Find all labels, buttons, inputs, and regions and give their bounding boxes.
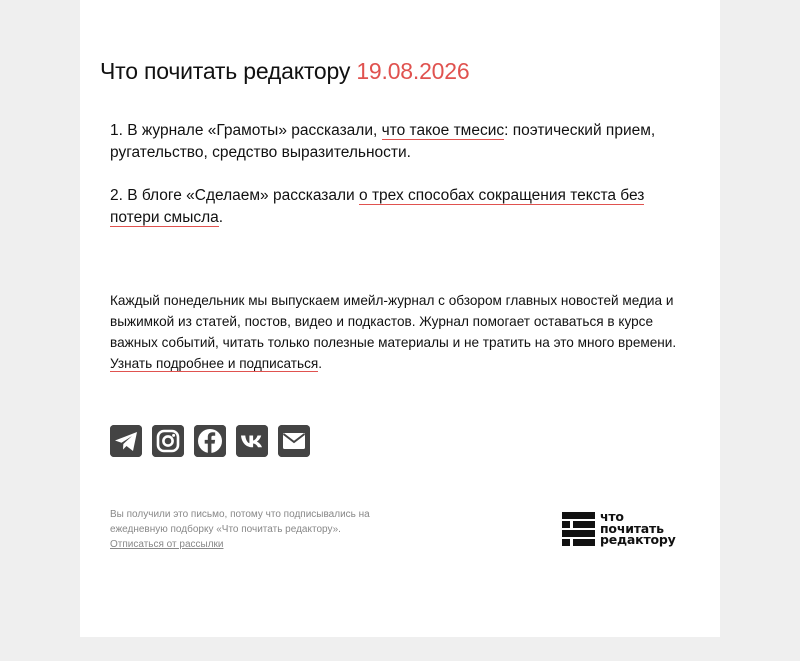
item-text: 2. В блоге «Сделаем» рассказали [110,187,360,204]
email-card [80,0,720,637]
footer-note [110,507,400,552]
logo-line: почитать [600,520,664,536]
about-text-after: . [318,356,323,371]
social-links [110,425,310,457]
item-text-after: . [218,209,224,226]
email-icon[interactable] [278,425,310,457]
title-text: Что почитать редактору [100,58,351,84]
article-link-text-reduction[interactable]: о трех способах сокращения текста без потери смысла [110,187,645,226]
item-text: 1. В журнале «Грамоты» рассказали, [110,122,382,139]
logo-line: что [600,509,624,524]
title-date: 19.08.2026 [356,58,470,84]
unsubscribe-link[interactable]: Отписаться от рассылки [110,539,224,550]
page-title [100,58,469,85]
item-text-after: : поэтический прием, ругательство, средство выразительности. [110,122,656,161]
about-paragraph [110,290,700,374]
logo-bars-icon [562,512,595,545]
about-text: Каждый понедельник мы выпускаем имейл-журнал с обзором главных новостей медиа и выжимкой из статей, постов, видео и подкастов. Журнал помогает оставаться в курсе важных событий, читать только полезные материалы и не тратить на это много времени. [110,293,677,350]
brand-logo [562,511,692,547]
article-link-tmesis[interactable]: что такое тмесис [381,122,505,139]
logo-line: редактору [600,532,676,547]
list-item [110,120,690,164]
telegram-icon[interactable] [110,425,142,457]
subscribe-link[interactable]: Узнать подробнее и подписаться [110,356,319,371]
facebook-icon[interactable] [194,425,226,457]
footer-text: Вы получили это письмо, потому что подписывались на ежедневную подборку «Что почитать редактору». [110,509,370,535]
logo-wordmark [600,511,676,546]
vk-icon[interactable] [236,425,268,457]
list-item [110,185,690,229]
instagram-icon[interactable] [152,425,184,457]
